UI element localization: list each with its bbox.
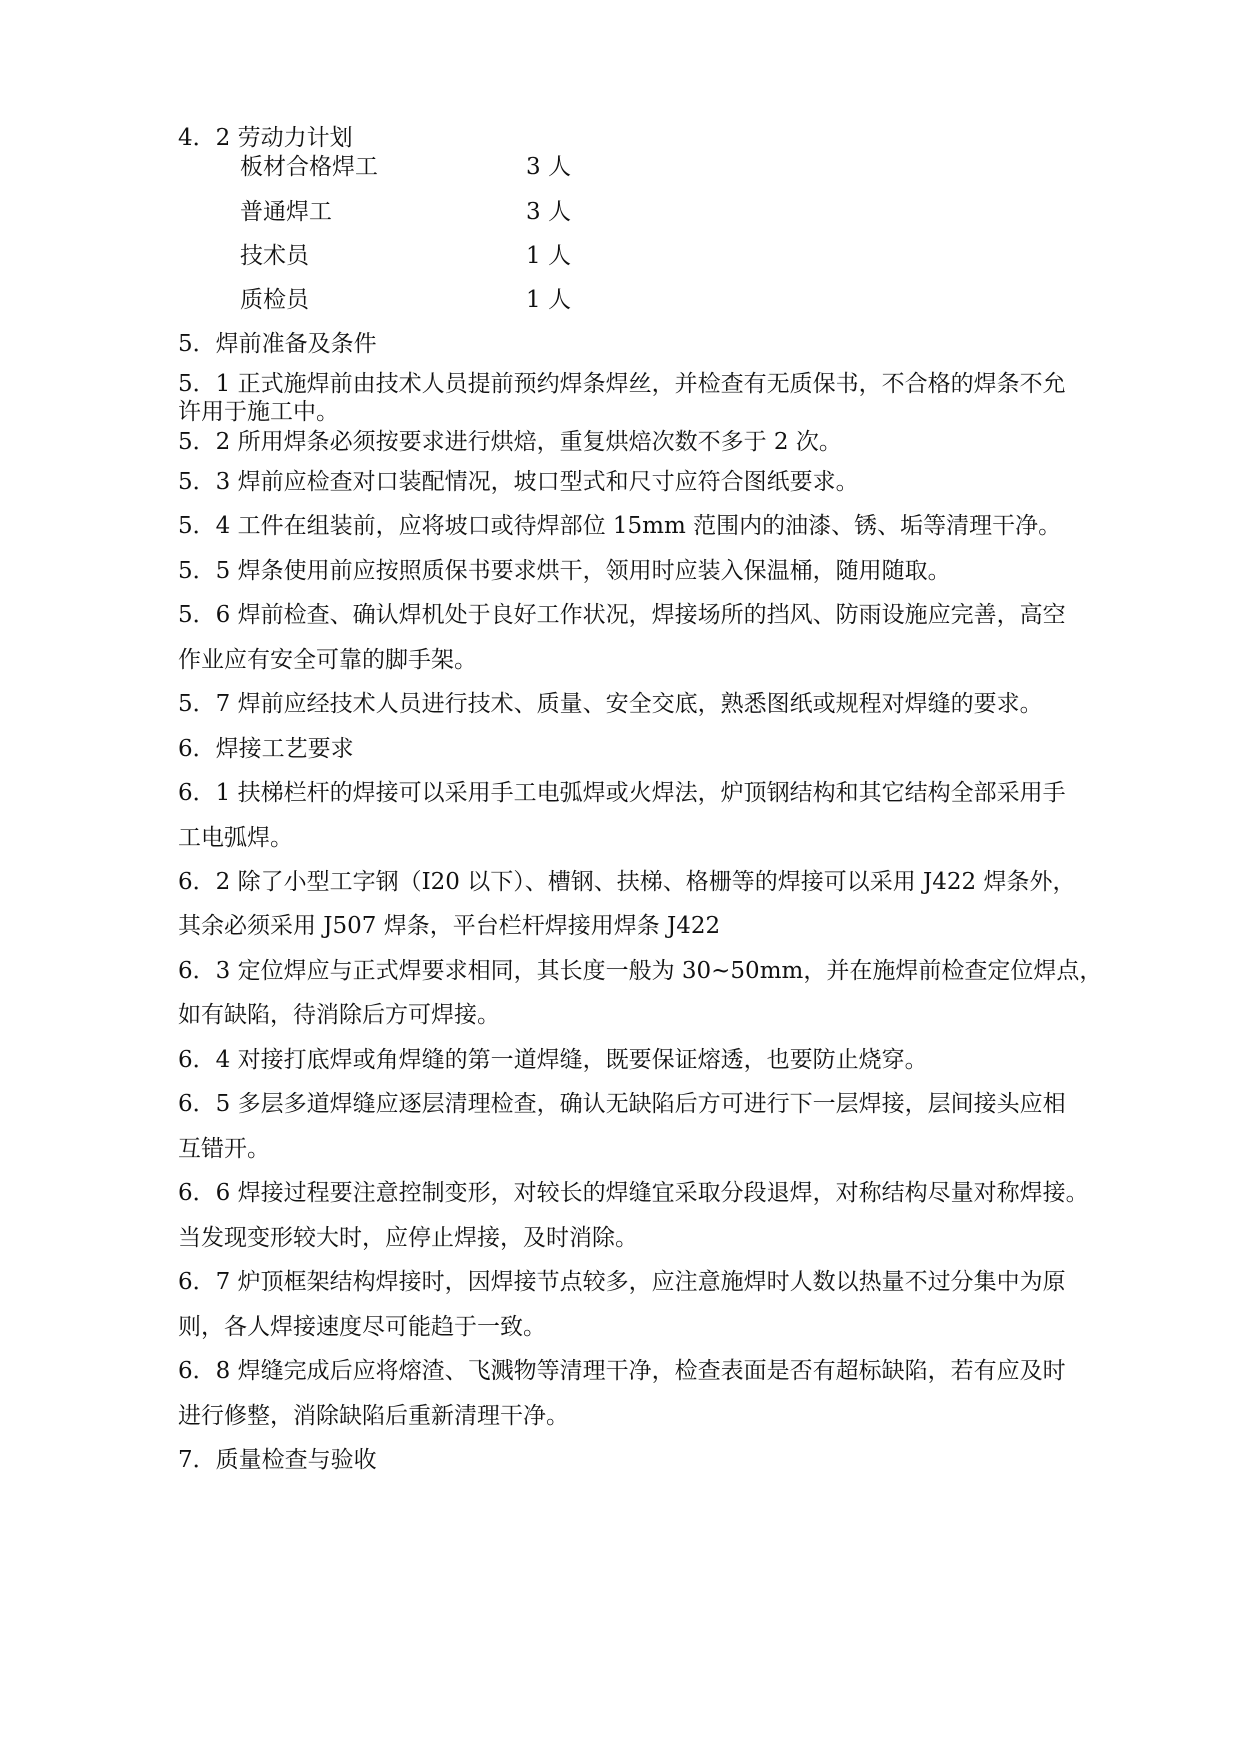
crew-count: 3 人 [526,199,571,225]
crew-row [240,198,740,226]
paragraph-line: 5．1 正式施焊前由技术人员提前预约焊条焊丝，并检查有无质保书，不合格的焊条不允 [178,371,1066,397]
crew-row [240,153,740,181]
paragraph-line: 工电弧焊。 [178,825,293,851]
crew-role: 技术员 [240,243,309,269]
paragraph-line: 许用于施工中。 [178,399,339,425]
paragraph-line: 6．1 扶梯栏杆的焊接可以采用手工电弧焊或火焊法，炉顶钢结构和其它结构全部采用手 [178,780,1066,806]
crew-role: 普通焊工 [240,199,332,225]
paragraph-line: 6．7 炉顶框架结构焊接时，因焊接节点较多，应注意施焊时人数以热量不过分集中为原 [178,1269,1066,1295]
paragraph-line: 5．2 所用焊条必须按要求进行烘焙，重复烘焙次数不多于 2 次。 [178,429,842,455]
crew-count: 1 人 [526,243,571,269]
paragraph-line: 6．3 定位焊应与正式焊要求相同，其长度一般为 30~50mm，并在施焊前检查定位焊点， [178,958,1103,984]
paragraph-line: 则，各人焊接速度尽可能趋于一致。 [178,1314,546,1340]
section-6-heading: 6．焊接工艺要求 [178,736,354,762]
crew-row [240,242,740,270]
crew-role: 板材合格焊工 [240,154,378,180]
paragraph-line: 5．6 焊前检查、确认焊机处于良好工作状况，焊接场所的挡风、防雨设施应完善，高空 [178,602,1066,628]
paragraph-line: 5．4 工件在组装前，应将坡口或待焊部位 15mm 范围内的油漆、锈、垢等清理干净。 [178,513,1062,539]
paragraph-line: 作业应有安全可靠的脚手架。 [178,647,477,673]
paragraph-line: 6．8 焊缝完成后应将熔渣、飞溅物等清理干净，检查表面是否有超标缺陷，若有应及时 [178,1358,1066,1384]
crew-count: 1 人 [526,287,571,313]
crew-role: 质检员 [240,287,309,313]
paragraph-line: 6．2 除了小型工字钢（I20 以下）、槽钢、扶梯、格栅等的焊接可以采用 J422 焊条外， [178,869,1076,895]
paragraph-line: 其余必须采用 J507 焊条，平台栏杆焊接用焊条 J422 [178,913,721,939]
section-4-2-heading: 4．2 劳动力计划 [178,125,353,151]
paragraph-line: 进行修整，消除缺陷后重新清理干净。 [178,1403,569,1429]
paragraph-line: 6．4 对接打底焊或角焊缝的第一道焊缝，既要保证熔透，也要防止烧穿。 [178,1047,928,1073]
section-7-heading: 7．质量检查与验收 [178,1447,377,1473]
paragraph-line: 6．6 焊接过程要注意控制变形，对较长的焊缝宜采取分段退焊，对称结构尽量对称焊接。 [178,1180,1089,1206]
paragraph-line: 6．5 多层多道焊缝应逐层清理检查，确认无缺陷后方可进行下一层焊接，层间接头应相 [178,1091,1066,1117]
paragraph-line: 互错开。 [178,1136,270,1162]
crew-row [240,286,740,314]
paragraph-line: 如有缺陷，待消除后方可焊接。 [178,1002,500,1028]
paragraph-line: 5．5 焊条使用前应按照质保书要求烘干，领用时应装入保温桶，随用随取。 [178,558,951,584]
paragraph-line: 5．3 焊前应检查对口装配情况，坡口型式和尺寸应符合图纸要求。 [178,469,859,495]
paragraph-line: 当发现变形较大时，应停止焊接，及时消除。 [178,1225,638,1251]
section-5-heading: 5．焊前准备及条件 [178,331,377,357]
crew-count: 3 人 [526,154,571,180]
paragraph-line: 5．7 焊前应经技术人员进行技术、质量、安全交底，熟悉图纸或规程对焊缝的要求。 [178,691,1043,717]
